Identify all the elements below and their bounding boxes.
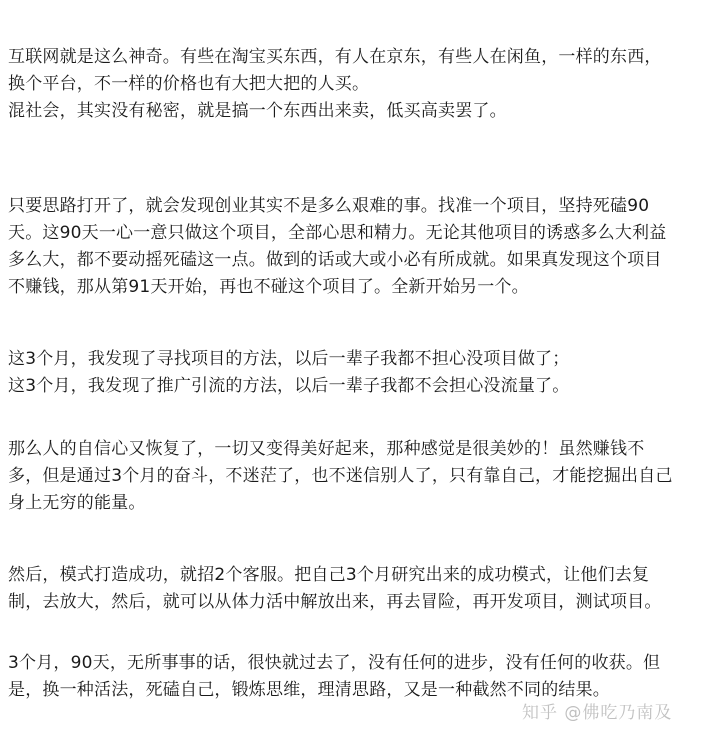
text-line: 那么人的自信心又恢复了，一切又变得美好起来，那种感觉是很美妙的！虽然赚钱不 (8, 439, 645, 459)
zhihu-watermark: 知乎 @佛吃乃南及 (522, 703, 673, 723)
text-line: 这3个月，我发现了推广引流的方法，以后一辈子我都不会担心没流量了。 (8, 376, 570, 396)
text-line: 不赚钱，那从第91天开始，再也不碰这个项目了。全新开始另一个。 (8, 277, 529, 297)
text-line: 换个平台，不一样的价格也有大把大把的人买。 (8, 74, 370, 94)
text-line: 身上无穷的能量。 (8, 493, 146, 513)
paragraph-customer-service (8, 562, 718, 616)
paragraph-90-days (8, 193, 718, 301)
paragraph-conclusion (8, 650, 718, 704)
text-line: 互联网就是这么神奇。有些在淘宝买东西，有人在京东，有些人在闲鱼，一样的东西， (8, 47, 662, 67)
text-line: 这3个月，我发现了寻找项目的方法，以后一辈子我都不担心没项目做了； (8, 349, 570, 369)
text-line: 多，但是通过3个月的奋斗，不迷茫了，也不迷信别人了，只有靠自己，才能挖掘出自己 (8, 466, 673, 486)
text-line: 天。这90天一心一意只做这个项目，全部心思和精力。无论其他项目的诱惑多么大利益 (8, 223, 667, 243)
paragraph-three-months (8, 346, 718, 400)
text-line: 是，换一种活法，死磕自己，锻炼思维，理清思路，又是一种截然不同的结果。 (8, 680, 610, 700)
text-line: 制，去放大，然后，就可以从体力活中解放出来，再去冒险，再开发项目，测试项目。 (8, 592, 662, 612)
text-line: 然后，模式打造成功，就招2个客服。把自己3个月研究出来的成功模式，让他们去复 (8, 565, 650, 585)
text-line: 混社会，其实没有秘密，就是搞一个东西出来卖，低买高卖罢了。 (8, 101, 507, 121)
text-line: 只要思路打开了，就会发现创业其实不是多么艰难的事。找准一个项目，坚持死磕90 (8, 196, 650, 216)
paragraph-intro (8, 44, 718, 125)
text-line: 多么大，都不要动摇死磕这一点。做到的话或大或小必有所成就。如果真发现这个项目 (8, 250, 662, 270)
paragraph-confidence (8, 436, 718, 517)
text-line: 3个月，90天，无所事事的话，很快就过去了，没有任何的进步，没有任何的收获。但 (8, 653, 661, 673)
